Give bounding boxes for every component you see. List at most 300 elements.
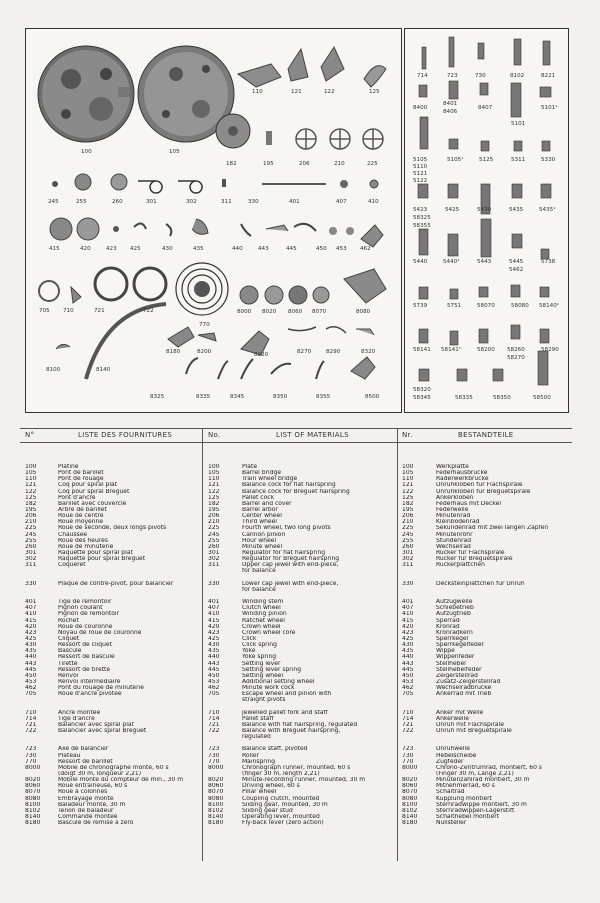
- row-german: Federwelle: [436, 506, 469, 513]
- screw-label-46: 58350: [493, 395, 511, 401]
- row-french: Roue de minuterie: [58, 543, 114, 550]
- figure-label-16: 311: [221, 199, 232, 205]
- row-number-de: 125: [402, 494, 414, 501]
- row-number-de: 121: [402, 482, 414, 489]
- row-french: Tige d'ancre: [58, 715, 95, 722]
- row-english: Barrel bridge: [242, 470, 282, 477]
- row-number-en: 195: [208, 506, 220, 513]
- column-french: [58, 464, 201, 826]
- row-french: Raquette pour spiral Breguet: [58, 556, 146, 563]
- screw-label-40: 58260: [507, 347, 525, 353]
- row-number-fr: 721: [25, 721, 37, 728]
- row-french: Roue à colonnes: [58, 789, 108, 796]
- row-number-en: 721: [208, 721, 220, 728]
- screw-label-0: 714: [417, 73, 428, 79]
- row-number-en: 8070: [208, 789, 224, 796]
- materials-table: [20, 428, 572, 861]
- row-number-de: 302: [402, 556, 414, 563]
- screw-label-39: 58200: [477, 347, 495, 353]
- row-french: Raquette pour spiral plat: [58, 549, 133, 556]
- figure-label-1: 105: [169, 149, 180, 155]
- screw-label-42: 58290: [541, 347, 559, 353]
- row-number-en: 301: [208, 549, 220, 556]
- row-number-de: 311: [402, 562, 414, 569]
- row-number-en: 722: [208, 728, 220, 735]
- row-number-de: 730: [402, 752, 414, 759]
- row-french: Renvoi intermédiaire: [58, 678, 121, 685]
- row-english: Hour wheel: [242, 537, 277, 544]
- row-german: Kupplung montiert: [436, 795, 492, 802]
- row-english: Driving wheel, 60 s: [242, 783, 300, 790]
- row-number-en: 121: [208, 482, 220, 489]
- row-english: Minute-recording runner, mounted, 30 m: [242, 777, 366, 784]
- row-french: Bascule de remise à zéro: [58, 820, 134, 827]
- row-english: Balance staff, pivoted: [242, 746, 308, 753]
- row-number-de: 182: [402, 500, 414, 507]
- row-french: Renvoi: [58, 672, 79, 679]
- figure-label-35: 721: [94, 308, 105, 314]
- row-number-fr: 260: [25, 543, 37, 550]
- figure-label-27: 440: [232, 246, 243, 252]
- screw-label-11: 5105: [413, 157, 428, 163]
- figure-label-40: 8060: [288, 309, 303, 315]
- figure-label-9: 210: [334, 161, 345, 167]
- row-german: Rücker für Breguetspirale: [436, 556, 513, 563]
- row-number-de: 245: [402, 531, 414, 538]
- figure-label-54: 8350: [273, 394, 288, 400]
- row-french: Bascule: [58, 648, 82, 655]
- row-french: Axe de balancier: [58, 746, 109, 753]
- row-number-en: 210: [208, 519, 220, 526]
- screw-label-13: 5121: [413, 171, 428, 177]
- row-german: Sperrkegel: [436, 635, 469, 642]
- screw-label-29: 5445: [509, 259, 524, 265]
- row-german: Wippenfeder: [436, 654, 475, 661]
- row-number-fr: 8070: [25, 789, 41, 796]
- screw-label-20: 58325: [413, 215, 431, 221]
- screw-label-47: 58500: [533, 395, 551, 401]
- row-number-de: 260: [402, 543, 414, 550]
- row-number-fr: 730: [25, 752, 37, 759]
- row-english: Escape wheel and pinion with: [242, 691, 332, 698]
- row-number-en: 420: [208, 623, 220, 630]
- row-number-en: 462: [208, 685, 220, 692]
- screw-label-27: 5440¹: [443, 259, 460, 265]
- figure-label-6: 182: [226, 161, 237, 167]
- row-german: Federhaus mit Deckel: [436, 500, 501, 507]
- row-number-en: 443: [208, 660, 220, 667]
- row-number-fr: 311: [25, 562, 37, 569]
- figure-label-25: 430: [162, 246, 173, 252]
- row-number-en: 8180: [208, 820, 224, 827]
- row-number-en: 453: [208, 678, 220, 685]
- row-english: Crown wheel: [242, 623, 281, 630]
- row-number-fr: 100: [25, 464, 37, 470]
- row-english: Pillar wheel: [242, 789, 277, 796]
- screw-label-41: 58270: [507, 355, 525, 361]
- screw-label-1: 723: [447, 73, 458, 79]
- row-number-de: 105: [402, 470, 414, 477]
- row-number-fr: 8180: [25, 820, 41, 827]
- row-number-en: 730: [208, 752, 220, 759]
- row-number-de: 8000: [402, 764, 418, 771]
- row-french: Coqueret: [58, 562, 86, 569]
- row-number-de: 710: [402, 709, 414, 716]
- screw-label-21: 58355: [413, 223, 431, 229]
- figure-label-56: 8500: [365, 394, 380, 400]
- row-number-de: 401: [402, 599, 414, 606]
- row-number-fr: 401: [25, 599, 37, 606]
- row-german: Rücker für Flachspirale: [436, 549, 505, 556]
- row-number-de: 721: [402, 721, 414, 728]
- screw-label-33: 5751: [447, 303, 462, 309]
- row-number-de: 723: [402, 746, 414, 753]
- screw-label-9: 5101: [511, 121, 526, 127]
- row-number-fr: 8100: [25, 801, 41, 808]
- row-number-en: 8000: [208, 764, 224, 771]
- column-german: [436, 464, 572, 826]
- row-german: Räderwerkbrücke: [436, 476, 489, 483]
- row-english: Coupling clutch, mounted: [242, 795, 320, 802]
- row-number-de: 8020: [402, 777, 418, 784]
- row-german: Mitnehmerrad, 60 s: [436, 783, 495, 790]
- row-english: Regulator for flat hairspring: [242, 549, 326, 556]
- figure-label-21: 415: [49, 246, 60, 252]
- row-number-de: 420: [402, 623, 414, 630]
- row-number-en: 8060: [208, 783, 224, 790]
- row-german: Ankerwelle: [436, 715, 469, 722]
- row-french: Baladeur monté, 30 m: [58, 801, 126, 808]
- figure-label-7: 195: [263, 161, 274, 167]
- row-french: Roue entraîneuse, 60 s: [58, 783, 128, 790]
- row-english: Clutch wheel: [242, 605, 281, 612]
- screw-label-16: 5125: [479, 157, 494, 163]
- row-number-fr: 206: [25, 513, 37, 520]
- figure-label-11: 245: [48, 199, 59, 205]
- figure-label-31: 453: [336, 246, 347, 252]
- figure-label-34: 710: [63, 308, 74, 314]
- row-german: Stundenrad: [436, 537, 472, 544]
- row-french: Roue de couronne: [58, 623, 113, 630]
- parts-illustration-main: [25, 28, 402, 413]
- row-number-fr: 440: [25, 654, 37, 661]
- screw-label-6: 8401: [443, 101, 458, 107]
- plate-drawing: [38, 46, 134, 142]
- row-number-en: 710: [208, 709, 220, 716]
- row-german: Kronrad: [436, 623, 460, 630]
- figure-label-48: 8270: [297, 349, 312, 355]
- row-english: Jewelled pallet fork and staff: [242, 709, 328, 716]
- figure-label-28: 443: [258, 246, 269, 252]
- header-number-de: Nr.: [402, 431, 413, 439]
- row-number-fr: 462: [25, 685, 37, 692]
- row-french: Chaussée: [58, 531, 88, 538]
- row-french: Coq pour spiral plat: [58, 482, 118, 489]
- row-english: Crown wheel core: [242, 629, 296, 636]
- row-number-fr: 415: [25, 617, 37, 624]
- figure-label-53: 8345: [230, 394, 245, 400]
- row-french: Ressort de tirette: [58, 666, 111, 673]
- row-number-fr: 8080: [25, 795, 41, 802]
- figure-label-23: 423: [106, 246, 117, 252]
- figure-label-43: 8100: [46, 367, 61, 373]
- row-english: Balance with flat hairspring, regulated: [242, 721, 358, 728]
- row-german: Unruhkloben für Breguetspirale: [436, 488, 531, 495]
- row-number-de: 445: [402, 666, 414, 673]
- row-number-en: 415: [208, 617, 220, 624]
- row-english: Click spring: [242, 642, 277, 649]
- figure-label-51: 8325: [150, 394, 165, 400]
- row-french: Roue de seconde, deux longs pivots: [58, 525, 167, 532]
- row-number-fr: 122: [25, 488, 37, 495]
- row-number-de: 425: [402, 635, 414, 642]
- row-number-fr: 195: [25, 506, 37, 513]
- screw-label-18: 5330: [541, 157, 556, 163]
- row-number-fr: 705: [25, 691, 37, 698]
- row-french: Coq pour spiral Breguet: [58, 488, 130, 495]
- row-french: Tirette: [58, 660, 78, 667]
- row-english: Lower cap jewel with end-piece,: [242, 580, 339, 587]
- row-french: Barillet avec couvercle: [58, 500, 127, 507]
- row-english: Yoke: [242, 648, 256, 655]
- figure-label-17: 330: [248, 199, 259, 205]
- row-number-fr: 723: [25, 746, 37, 753]
- row-french: Balancier avec spiral Breguet: [58, 728, 147, 735]
- row-french: Ancre montée: [58, 709, 101, 716]
- row-french: Embrayage monté: [58, 795, 114, 802]
- row-number-en: 8102: [208, 807, 224, 814]
- row-english: Chronograph runner, mounted, 60 s: [242, 764, 351, 771]
- row-german: Rückerplättchen: [436, 562, 485, 569]
- row-number-en: 423: [208, 629, 220, 636]
- figure-label-18: 401: [289, 199, 300, 205]
- row-french: Plateau: [58, 752, 81, 759]
- row-german: Wechselrad: [436, 543, 471, 550]
- row-german: Kleinbodenrad: [436, 519, 480, 526]
- screw-label-17: 5311: [511, 157, 526, 163]
- row-number-fr: 8060: [25, 783, 41, 790]
- row-english: Balance cock for flat hairspring: [242, 482, 336, 489]
- row-english-cont: regulated: [242, 734, 271, 741]
- row-french: Roue des heures: [58, 537, 108, 544]
- row-number-en: 110: [208, 476, 220, 483]
- row-french: Pignon coulant: [58, 605, 103, 612]
- row-french: Commande montée: [58, 814, 118, 821]
- row-number-de: 206: [402, 513, 414, 520]
- screw-label-7: 8406: [443, 109, 458, 115]
- column-english: [242, 464, 396, 826]
- figure-label-22: 420: [80, 246, 91, 252]
- row-number-de: 8180: [402, 820, 418, 827]
- screw-label-4: 8221: [541, 73, 556, 79]
- screw-label-2: 730: [475, 73, 486, 79]
- figure-label-10: 225: [367, 161, 378, 167]
- screw-label-22: 5425: [445, 207, 460, 213]
- screw-label-38: 58141¹: [441, 347, 462, 353]
- row-number-fr: 182: [25, 500, 37, 507]
- row-number-en: 410: [208, 611, 220, 618]
- row-english-cont: for balance: [242, 568, 276, 575]
- row-german: Werkplatte: [436, 464, 469, 470]
- row-english: Yoke spring: [242, 654, 277, 661]
- figure-label-12: 255: [76, 199, 87, 205]
- screw-label-32: 5739: [413, 303, 428, 309]
- screw-label-15: 5105¹: [447, 157, 464, 163]
- figure-label-44: 8140: [96, 367, 111, 373]
- row-number-fr: 301: [25, 549, 37, 556]
- row-french-cont: (doigt 30 m, longueur 2,21): [58, 771, 142, 778]
- row-german: Schalthebel montiert: [436, 814, 500, 821]
- header-english: LIST OF MATERIALS: [276, 431, 349, 439]
- header-number-fr: N°: [25, 431, 35, 439]
- row-french: Platine: [58, 464, 79, 470]
- column-numbers-en: [208, 464, 240, 826]
- row-number-en: 425: [208, 635, 220, 642]
- figure-label-0: 100: [81, 149, 92, 155]
- screw-label-19: 5423: [413, 207, 428, 213]
- row-number-de: 122: [402, 488, 414, 495]
- row-number-fr: 710: [25, 709, 37, 716]
- screw-label-28: 5443: [477, 259, 492, 265]
- row-number-fr: 245: [25, 531, 37, 538]
- row-english: Balance cock for Breguet hairspring: [242, 488, 350, 495]
- row-number-de: 8080: [402, 795, 418, 802]
- row-english: Click: [242, 635, 257, 642]
- row-number-fr: 420: [25, 623, 37, 630]
- row-english: Winding stem: [242, 599, 284, 606]
- figure-label-39: 8020: [262, 309, 277, 315]
- row-number-fr: 770: [25, 758, 37, 765]
- figure-label-49: 8290: [326, 349, 341, 355]
- row-number-de: 8070: [402, 789, 418, 796]
- figure-label-3: 121: [291, 89, 302, 95]
- screw-label-44: 58345: [413, 395, 431, 401]
- row-number-en: 260: [208, 543, 220, 550]
- row-number-en: 430: [208, 642, 220, 649]
- row-english-cont: (finger 30 m, length 2,21): [242, 771, 320, 778]
- row-english: Minute wheel: [242, 543, 283, 550]
- figure-label-2: 110: [252, 89, 263, 95]
- row-english: Regulator for Breguet hairspring: [242, 556, 340, 563]
- row-french: Pont du rouage de minuterie: [58, 685, 144, 692]
- row-number-en: 100: [208, 464, 220, 470]
- figure-label-52: 8335: [196, 394, 211, 400]
- column-numbers-fr: [25, 464, 57, 826]
- row-number-de: 195: [402, 506, 414, 513]
- row-german: Sperrkegelfeder: [436, 642, 485, 649]
- figure-label-32: 462: [360, 246, 371, 252]
- row-number-en: 401: [208, 599, 220, 606]
- figure-label-55: 8355: [316, 394, 331, 400]
- row-english: Center wheel: [242, 513, 282, 520]
- row-number-en: 8140: [208, 814, 224, 821]
- row-french: Noyau de roue de couronne: [58, 629, 142, 636]
- row-number-fr: 443: [25, 660, 37, 667]
- row-number-de: 430: [402, 642, 414, 649]
- row-german: Stellhebelfeder: [436, 666, 482, 673]
- figure-label-46: 8200: [197, 349, 212, 355]
- row-german: Schaltrad: [436, 789, 465, 796]
- figure-label-8: 206: [299, 161, 310, 167]
- row-number-fr: 110: [25, 476, 37, 483]
- row-german: Nullsteller: [436, 820, 467, 827]
- row-french: Pont de rouage: [58, 476, 104, 483]
- figure-label-45: 8180: [166, 349, 181, 355]
- row-german: Minutenrad: [436, 513, 471, 520]
- figure-label-20: 410: [368, 199, 379, 205]
- screw-label-30: 5462: [509, 267, 524, 273]
- row-english: Plate: [242, 464, 258, 470]
- row-english: Barrel and cover: [242, 500, 292, 507]
- screw-label-26: 5440: [413, 259, 428, 265]
- row-german: Zeigerstellrad: [436, 672, 478, 679]
- row-number-en: 770: [208, 758, 220, 765]
- row-number-fr: 330: [25, 580, 37, 587]
- figure-label-4: 122: [324, 89, 335, 95]
- row-number-en: 302: [208, 556, 220, 563]
- figure-label-29: 445: [286, 246, 297, 252]
- row-english: Pallet staff: [242, 715, 274, 722]
- screw-label-5: 8400: [413, 105, 428, 111]
- parts-drawing: [26, 29, 401, 412]
- row-french: Balancier avec spiral plat: [58, 721, 134, 728]
- row-german: Kronradkern: [436, 629, 473, 636]
- row-french: Tenon de baladeur: [58, 807, 114, 814]
- figure-label-14: 301: [146, 199, 157, 205]
- row-english: Pallet cock: [242, 494, 275, 501]
- row-number-fr: 302: [25, 556, 37, 563]
- row-french: Pont d'ancre: [58, 494, 96, 501]
- row-number-en: 182: [208, 500, 220, 507]
- row-german: Schiebetrieb: [436, 605, 474, 612]
- row-number-en: 8080: [208, 795, 224, 802]
- row-number-en: 723: [208, 746, 220, 753]
- row-german: Sekundenrad mit zwei langen Zapfen: [436, 525, 549, 532]
- row-number-de: 770: [402, 758, 414, 765]
- row-french: Arbre de barillet: [58, 506, 107, 513]
- row-number-de: 443: [402, 660, 414, 667]
- figure-label-5: 125: [369, 89, 380, 95]
- row-german: Unruh mit Breguetspirale: [436, 728, 512, 735]
- row-number-de: 210: [402, 519, 414, 526]
- row-number-de: 407: [402, 605, 414, 612]
- row-number-fr: 8102: [25, 807, 41, 814]
- row-number-fr: 453: [25, 678, 37, 685]
- row-number-de: 255: [402, 537, 414, 544]
- figure-label-33: 705: [39, 308, 50, 314]
- figure-label-42: 8080: [356, 309, 371, 315]
- row-english: Sliding gear, mounted, 30 m: [242, 801, 328, 808]
- row-number-fr: 423: [25, 629, 37, 636]
- row-german: Minutenrohr: [436, 531, 473, 538]
- row-number-fr: 8020: [25, 777, 41, 784]
- row-french: Roue d'ancre pivotée: [58, 691, 122, 698]
- row-german: Unruhwelle: [436, 746, 470, 753]
- row-number-fr: 105: [25, 470, 37, 477]
- row-number-de: 301: [402, 549, 414, 556]
- row-german: Sternradwippe montiert, 30 m: [436, 801, 527, 808]
- row-number-de: 110: [402, 476, 414, 483]
- row-number-en: 705: [208, 691, 220, 698]
- row-number-fr: 430: [25, 642, 37, 649]
- row-number-fr: 8140: [25, 814, 41, 821]
- row-french: Mobile de chronographe monté, 60 s: [58, 764, 169, 771]
- figure-label-15: 302: [186, 199, 197, 205]
- screw-label-34: 58070: [477, 303, 495, 309]
- row-number-en: 440: [208, 654, 220, 661]
- header-german: BESTANDTEILE: [458, 431, 514, 439]
- row-english: Setting lever spring: [242, 666, 302, 673]
